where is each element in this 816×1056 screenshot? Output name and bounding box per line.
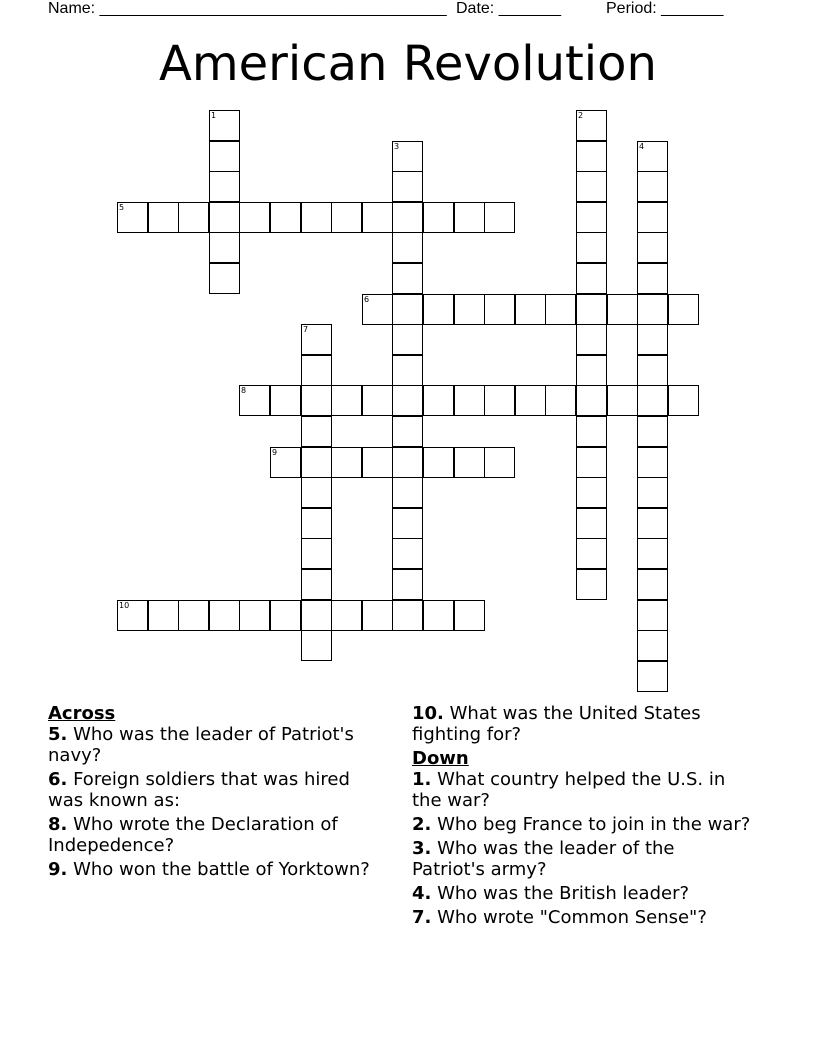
grid-cell[interactable] <box>301 630 332 661</box>
grid-cell[interactable] <box>331 447 362 478</box>
grid-cell[interactable] <box>117 202 148 233</box>
name-field[interactable]: Name: _______________________________________ <box>48 0 447 17</box>
grid-cell[interactable] <box>576 294 607 325</box>
grid-cell[interactable] <box>576 538 607 569</box>
grid-cell[interactable] <box>576 110 607 141</box>
cell-number: 6 <box>364 295 370 304</box>
clue-across-6: 6. Foreign soldiers that was hired was known as: <box>48 769 350 811</box>
clue-down-4: 4. Who was the British leader? <box>412 883 690 904</box>
grid-cell[interactable] <box>209 171 240 202</box>
grid-cell[interactable] <box>209 110 240 141</box>
grid-cell[interactable] <box>576 385 607 416</box>
grid-cell[interactable] <box>301 447 332 478</box>
grid-cell[interactable] <box>576 324 607 355</box>
grid-cell[interactable] <box>637 569 668 600</box>
cell-number: 5 <box>119 203 125 212</box>
date-field[interactable]: Date: _______ <box>456 0 561 17</box>
grid-cell[interactable] <box>515 385 546 416</box>
grid-cell[interactable] <box>331 385 362 416</box>
grid-cell[interactable] <box>637 141 668 172</box>
grid-cell[interactable] <box>362 447 393 478</box>
grid-cell[interactable] <box>484 447 515 478</box>
grid-cell[interactable] <box>178 600 209 631</box>
grid-cell[interactable] <box>454 600 485 631</box>
grid-cell[interactable] <box>454 447 485 478</box>
grid-cell[interactable] <box>392 385 423 416</box>
grid-cell[interactable] <box>392 569 423 600</box>
grid-cell[interactable] <box>576 477 607 508</box>
grid-cell[interactable] <box>607 294 638 325</box>
grid-cell[interactable] <box>362 385 393 416</box>
grid-cell[interactable] <box>392 324 423 355</box>
clue-down-3: 3. Who was the leader of the Patriot's army? <box>412 838 675 880</box>
cell-number: 9 <box>272 448 278 457</box>
grid-cell[interactable] <box>301 202 332 233</box>
grid-cell[interactable] <box>392 477 423 508</box>
grid-cell[interactable] <box>637 263 668 294</box>
grid-cell[interactable] <box>392 141 423 172</box>
grid-cell[interactable] <box>117 600 148 631</box>
grid-cell[interactable] <box>576 202 607 233</box>
grid-cell[interactable] <box>637 202 668 233</box>
across-heading: Across <box>48 703 116 724</box>
cell-number: 2 <box>578 111 584 120</box>
grid-cell[interactable] <box>637 447 668 478</box>
down-clues <box>412 703 752 931</box>
grid-cell[interactable] <box>637 538 668 569</box>
grid-cell[interactable] <box>270 600 301 631</box>
grid-cell[interactable] <box>637 294 668 325</box>
grid-cell[interactable] <box>637 232 668 263</box>
grid-cell[interactable] <box>637 355 668 386</box>
grid-cell[interactable] <box>576 569 607 600</box>
clue-across-9: 9. Who won the battle of Yorktown? <box>48 859 370 880</box>
grid-cell[interactable] <box>484 385 515 416</box>
grid-cell[interactable] <box>637 324 668 355</box>
clue-down-1: 1. What country helped the U.S. in the war? <box>412 769 726 811</box>
grid-cell[interactable] <box>423 600 454 631</box>
grid-cell[interactable] <box>484 202 515 233</box>
grid-cell[interactable] <box>209 141 240 172</box>
grid-cell[interactable] <box>484 294 515 325</box>
grid-cell[interactable] <box>668 294 699 325</box>
page-title: American Revolution <box>159 36 657 92</box>
grid-cell[interactable] <box>454 202 485 233</box>
grid-cell[interactable] <box>545 385 576 416</box>
grid-cell[interactable] <box>209 600 240 631</box>
grid-cell[interactable] <box>392 202 423 233</box>
grid-cell[interactable] <box>331 202 362 233</box>
grid-cell[interactable] <box>301 416 332 447</box>
grid-cell[interactable] <box>423 447 454 478</box>
grid-cell[interactable] <box>576 355 607 386</box>
grid-cell[interactable] <box>576 508 607 539</box>
grid-cell[interactable] <box>331 600 362 631</box>
cell-number: 8 <box>241 386 247 395</box>
grid-cell[interactable] <box>209 232 240 263</box>
grid-cell[interactable] <box>178 202 209 233</box>
grid-cell[interactable] <box>392 416 423 447</box>
cell-number: 10 <box>119 601 130 610</box>
clue-down-7: 7. Who wrote "Common Sense"? <box>412 907 707 928</box>
grid-cell[interactable] <box>270 385 301 416</box>
grid-cell[interactable] <box>423 202 454 233</box>
grid-cell[interactable] <box>454 385 485 416</box>
grid-cell[interactable] <box>392 232 423 263</box>
grid-cell[interactable] <box>392 355 423 386</box>
grid-cell[interactable] <box>239 385 270 416</box>
grid-cell[interactable] <box>362 600 393 631</box>
grid-cell[interactable] <box>301 508 332 539</box>
clue-down-2: 2. Who beg France to join in the war? <box>412 814 751 835</box>
grid-cell[interactable] <box>637 508 668 539</box>
grid-cell[interactable] <box>637 477 668 508</box>
cell-number: 4 <box>639 142 645 151</box>
grid-cell[interactable] <box>362 202 393 233</box>
grid-cell[interactable] <box>301 385 332 416</box>
grid-cell[interactable] <box>301 569 332 600</box>
grid-cell[interactable] <box>148 202 179 233</box>
grid-cell[interactable] <box>637 600 668 631</box>
grid-cell[interactable] <box>637 416 668 447</box>
grid-cell[interactable] <box>239 202 270 233</box>
cell-number: 7 <box>303 325 309 334</box>
grid-cell[interactable] <box>668 385 699 416</box>
grid-cell[interactable] <box>637 171 668 202</box>
grid-cell[interactable] <box>270 202 301 233</box>
grid-cell[interactable] <box>209 202 240 233</box>
grid-cell[interactable] <box>607 385 638 416</box>
grid-cell[interactable] <box>637 630 668 661</box>
down-heading: Down <box>412 748 469 769</box>
grid-cell[interactable] <box>362 294 393 325</box>
grid-cell[interactable] <box>576 447 607 478</box>
grid-cell[interactable] <box>392 171 423 202</box>
grid-cell[interactable] <box>392 263 423 294</box>
grid-cell[interactable] <box>637 661 668 692</box>
grid-cell[interactable] <box>515 294 546 325</box>
grid-cell[interactable] <box>301 538 332 569</box>
grid-cell[interactable] <box>423 294 454 325</box>
grid-cell[interactable] <box>454 294 485 325</box>
grid-cell[interactable] <box>301 355 332 386</box>
grid-cell[interactable] <box>392 447 423 478</box>
grid-cell[interactable] <box>423 385 454 416</box>
grid-cell[interactable] <box>301 477 332 508</box>
grid-cell[interactable] <box>301 600 332 631</box>
clue-across-10: 10. What was the United States fighting for? <box>412 703 701 745</box>
cell-number: 3 <box>394 142 400 151</box>
grid-cell[interactable] <box>392 538 423 569</box>
grid-cell[interactable] <box>576 416 607 447</box>
clue-across-8: 8. Who wrote the Declaration of Indepedence? <box>48 814 338 856</box>
grid-cell[interactable] <box>239 600 270 631</box>
across-clues <box>48 703 388 883</box>
period-field[interactable]: Period: _______ <box>606 0 724 17</box>
cell-number: 1 <box>211 111 217 120</box>
grid-cell[interactable] <box>392 600 423 631</box>
grid-cell[interactable] <box>148 600 179 631</box>
grid-cell[interactable] <box>637 385 668 416</box>
grid-cell[interactable] <box>392 508 423 539</box>
grid-cell[interactable] <box>270 447 301 478</box>
grid-cell[interactable] <box>392 294 423 325</box>
grid-cell[interactable] <box>576 141 607 172</box>
grid-cell[interactable] <box>301 324 332 355</box>
clue-across-5: 5. Who was the leader of Patriot's navy? <box>48 724 354 766</box>
grid-cell[interactable] <box>576 263 607 294</box>
grid-cell[interactable] <box>209 263 240 294</box>
grid-cell[interactable] <box>576 232 607 263</box>
grid-cell[interactable] <box>545 294 576 325</box>
grid-cell[interactable] <box>576 171 607 202</box>
